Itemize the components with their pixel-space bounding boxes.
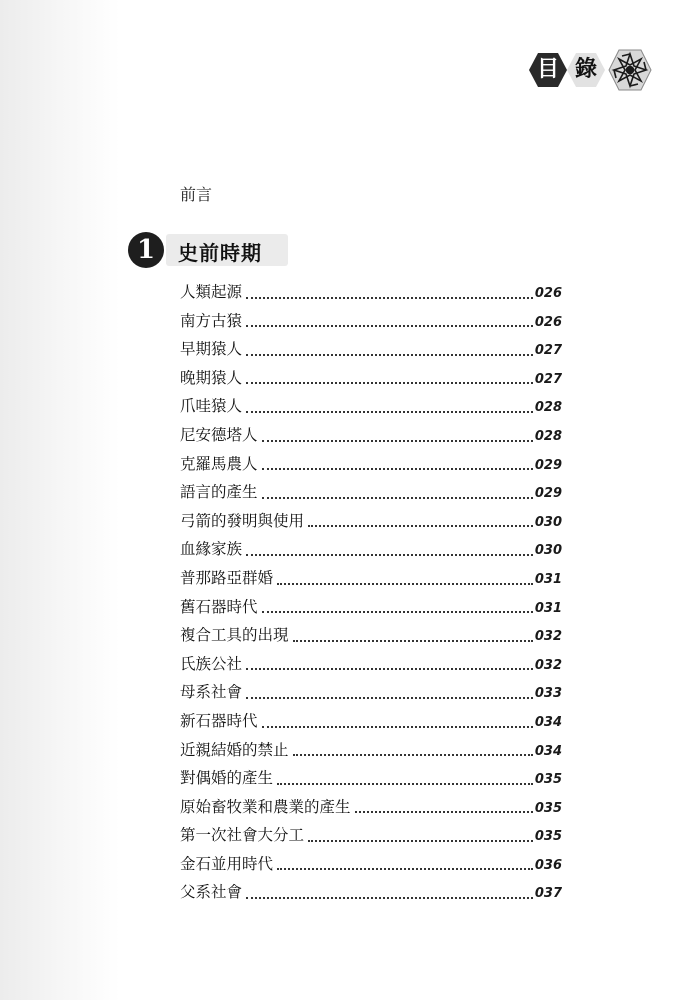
toc-entry-title: 爪哇猿人 [180,397,243,416]
toc-entry[interactable] [180,707,562,736]
toc-entry-title: 南方古猿 [180,311,243,330]
toc-entry-page-number: 031 [534,600,562,616]
toc-leader-dots [308,524,533,527]
toc-entry-title: 血緣家族 [180,540,243,559]
toc-entry[interactable] [180,535,562,564]
chapter-heading [128,232,298,268]
toc-entry-page-number: 030 [534,514,562,530]
toc-entry[interactable] [180,392,562,421]
toc-entry[interactable] [180,335,562,364]
toc-entry[interactable] [180,307,562,336]
toc-entry[interactable] [180,421,562,450]
toc-entry-title: 普那路亞群婚 [180,568,274,587]
toc-entry-title: 第一次社會大分工 [180,826,305,845]
toc-entry[interactable] [180,621,562,650]
toc-entry-title: 母系社會 [180,683,243,702]
toc-leader-dots [355,810,533,813]
toc-entry-page-number: 027 [534,371,562,387]
toc-entry[interactable] [180,878,562,907]
toc-entry-title: 晚期猿人 [180,368,243,387]
toc-leader-dots [262,467,533,470]
toc-entry-page-number: 037 [534,886,562,902]
toc-entry-title: 原始畜牧業和農業的產生 [180,797,351,816]
toc-leader-dots [246,696,533,699]
toc-entry-page-number: 032 [534,629,562,645]
toc-entry-title: 新石器時代 [180,711,258,730]
toc-leader-dots [277,867,533,870]
chapter-number-badge: 1 [128,232,164,268]
toc-leader-dots [308,839,533,842]
toc-entry-page-number: 030 [534,543,562,559]
chapter-title-box [166,234,288,266]
toc-entry[interactable] [180,564,562,593]
toc-entry[interactable] [180,764,562,793]
toc-entry-title: 語言的產生 [180,483,258,502]
preface-entry[interactable]: 前言 [180,185,213,204]
toc-entry[interactable] [180,278,562,307]
toc-entry-page-number: 036 [534,857,562,873]
toc-entry-page-number: 028 [534,428,562,444]
toc-entry-page-number: 032 [534,657,562,673]
toc-entry-title: 人類起源 [180,283,243,301]
toc-leader-dots [262,496,533,499]
toc-entry-title: 氏族公社 [180,654,243,673]
toc-entry-title: 早期猿人 [180,340,243,359]
toc-entry-page-number: 035 [534,800,562,816]
toc-leader-dots [246,324,533,327]
toc-leader-dots [246,667,533,670]
toc-leader-dots [246,410,533,413]
toc-entry-title: 複合工具的出現 [180,626,289,645]
toc-leader-dots [246,896,533,899]
toc-entry-page-number: 033 [534,686,562,702]
toc-entry-page-number: 026 [534,286,562,301]
toc-leader-dots [246,553,533,556]
contents-char-2: 錄 [574,57,597,82]
toc-entry[interactable] [180,678,562,707]
toc-leader-dots [246,381,533,384]
contents-hex-light [566,50,606,90]
toc-entry[interactable] [180,364,562,393]
toc-entry[interactable] [180,650,562,679]
toc-entry-title: 弓箭的發明與使用 [180,511,305,530]
toc-entry[interactable] [180,821,562,850]
toc-entry-title: 近親結婚的禁止 [180,740,289,759]
kaleidoscope-star-icon [608,48,652,92]
toc-entry[interactable] [180,850,562,879]
toc-entry[interactable] [180,450,562,479]
toc-entry-page-number: 026 [534,314,562,330]
contents-hex-dark [528,50,568,90]
toc-leader-dots [277,782,533,785]
toc-entry-title: 尼安德塔人 [180,425,258,444]
toc-entry-page-number: 035 [534,772,562,788]
contents-header-badge [528,50,668,94]
toc-entry-title: 金石並用時代 [180,854,274,873]
toc-leader-dots [262,610,533,613]
toc-entry-page-number: 029 [534,457,562,473]
toc-entry[interactable] [180,478,562,507]
toc-entry-page-number: 027 [534,343,562,359]
toc-leader-dots [262,725,533,728]
toc-entry-title: 舊石器時代 [180,597,258,616]
toc-entry[interactable] [180,593,562,622]
toc-entry-title: 克羅馬農人 [180,454,258,473]
toc-entry-page-number: 034 [534,743,562,759]
toc-entry-page-number: 031 [534,571,562,587]
toc-leader-dots [277,582,533,585]
toc-entry-page-number: 028 [534,400,562,416]
toc-entry-title: 父系社會 [180,883,243,902]
toc-entry[interactable] [180,736,562,765]
toc-leader-dots [246,353,533,356]
contents-char-1: 目 [536,57,559,82]
chapter-title: 史前時期 [178,241,262,265]
toc-entry-page-number: 029 [534,486,562,502]
toc-entry[interactable] [180,793,562,822]
toc-entry-page-number: 034 [534,714,562,730]
toc-entry-page-number: 035 [534,829,562,845]
toc-entry[interactable] [180,507,562,536]
toc-leader-dots [246,296,533,299]
toc-leader-dots [293,639,533,642]
toc-leader-dots [262,439,533,442]
toc-entry-title: 對偶婚的產生 [180,769,274,788]
toc-list [180,278,562,907]
toc-leader-dots [293,753,533,756]
